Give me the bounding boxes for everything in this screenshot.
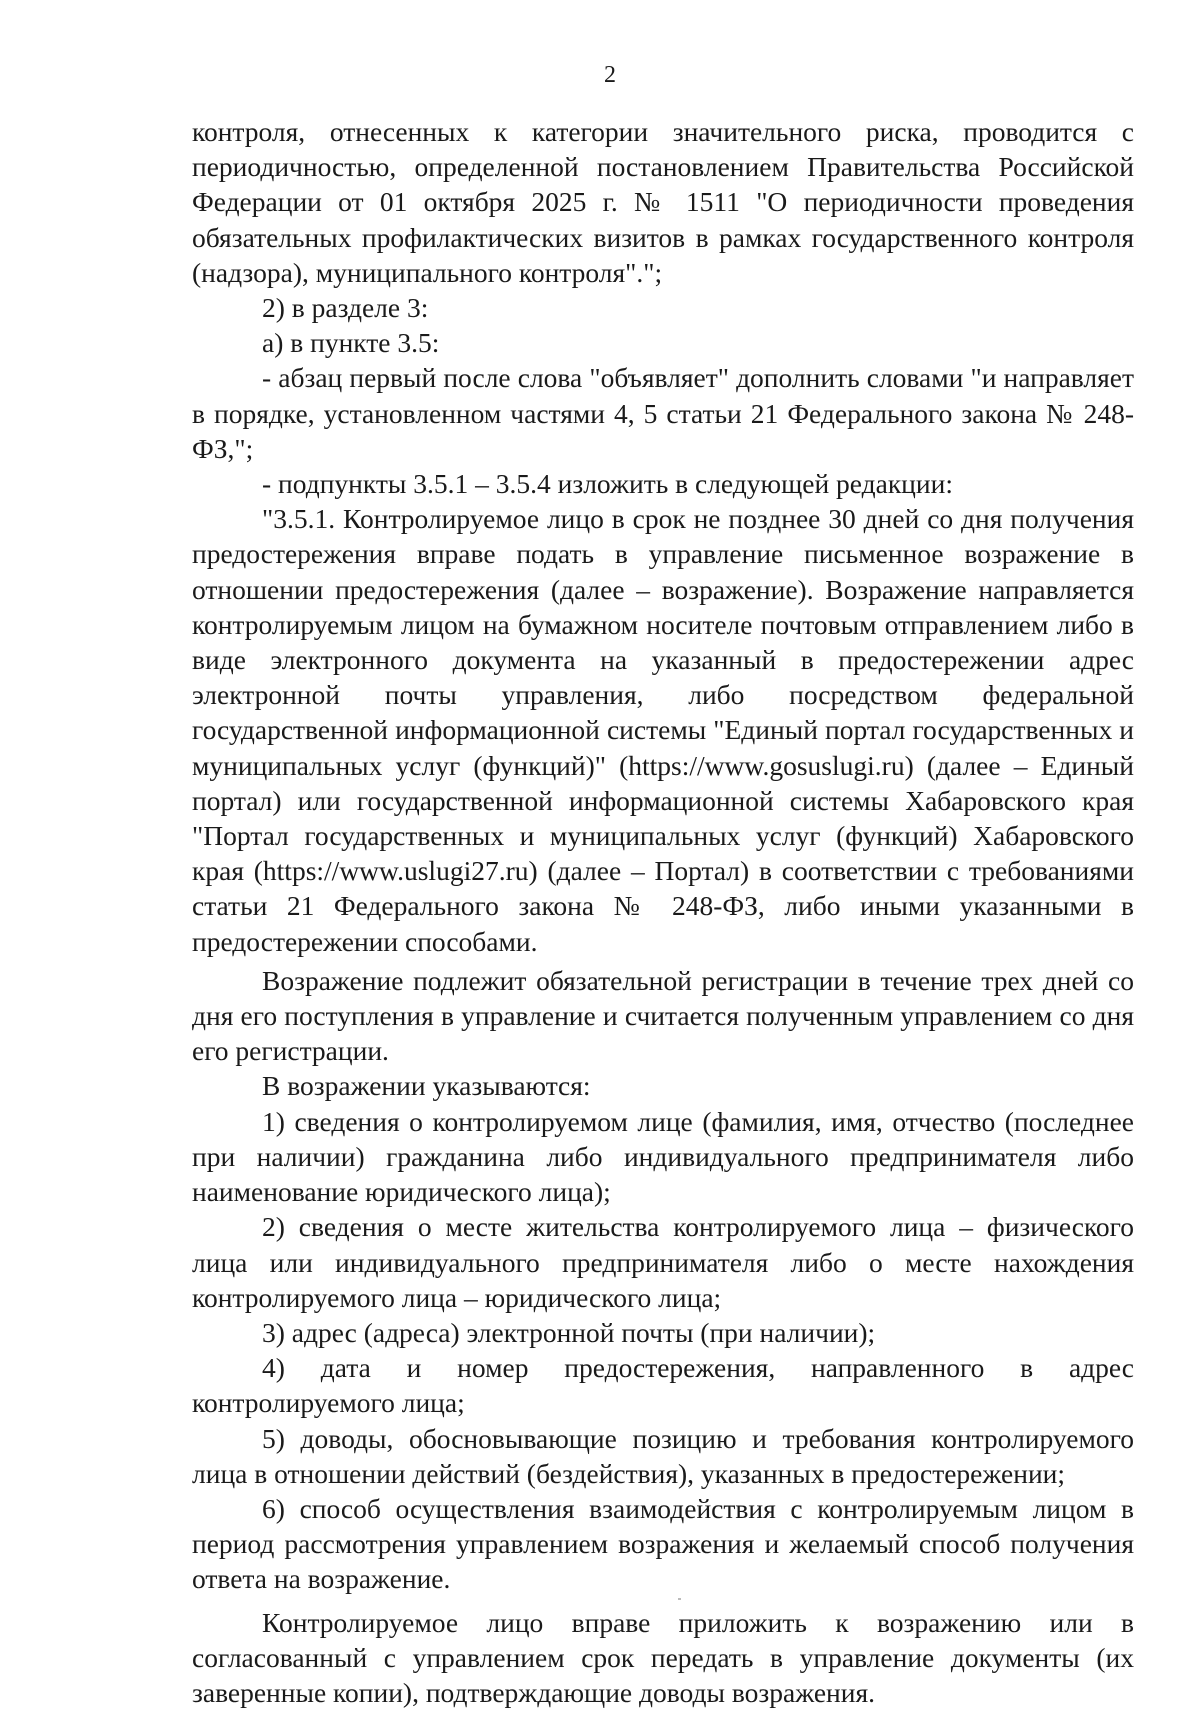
paragraph: 5) доводы, обосновывающие позицию и требования контролируемого лица в отношении действий (бездействия), указанных в предостережении; bbox=[192, 1422, 1134, 1489]
paragraph: 6) способ осуществления взаимодействия с контролируемым лицом в период рассмотрения управлением возражения и желаемый способ получения ответа на возражение. bbox=[192, 1492, 1134, 1595]
paragraph: контроля, отнесенных к категории значительного риска, проводится с периодичностью, определенной постановлением Правительства Российской Федерации от 01 октября 2025 г. № 1511 "О периодичности проведения обязательных профилактических визитов в рамках государственного контроля (надзора), муниципального контроля"."; bbox=[192, 116, 1134, 288]
paragraph: - подпункты 3.5.1 – 3.5.4 изложить в следующей редакции: bbox=[262, 468, 953, 500]
scan-speck bbox=[678, 1598, 681, 1600]
paragraph: - абзац первый после слова "объявляет" дополнить словами "и направляет в порядке, установленном частями 4, 5 статьи 21 Федерального закона № 248-ФЗ,"; bbox=[192, 362, 1134, 464]
paragraph: 1) сведения о контролируемом лице (фамилия, имя, отчество (последнее при наличии) гражданина либо индивидуального предпринимателя либо наименование юридического лица); bbox=[192, 1105, 1134, 1208]
paragraph: 2) в разделе 3: bbox=[262, 292, 429, 324]
paragraph: Возражение подлежит обязательной регистрации в течение трех дней со дня его поступления в управление и считается полученным управлением со дня его регистрации. bbox=[192, 964, 1134, 1067]
paragraph: "3.5.1. Контролируемое лицо в срок не позднее 30 дней со дня получения предостережения вправе подать в управление письменное возражение в отношении предостережения (далее – возражение). Возражение направляется контролируемым лицом на бумажном носителе почтовым отправлением либо в виде электронного документа на указанный в предостережении адрес электронной почты управления, либо посредством федеральной государственной информационной системы "Единый портал государственных и муниципальных услуг (функций)" (https://www.gosuslugi.ru) (далее – Единый портал) или государственной информационной системы Хабаровского края "Портал государственных и муниципальных услуг (функций) Хабаровского края (https://www.uslugi27.ru) (далее – Портал) в соответствии с требованиями статьи 21 Федерального закона № 248-ФЗ, либо иными указанными в предостережении способами. bbox=[192, 503, 1134, 957]
page-number: 2 bbox=[604, 62, 616, 88]
paragraph: Контролируемое лицо вправе приложить к возражению или в согласованный с управлением срок передать в управление документы (их заверенные копии), подтверждающие доводы возражения. bbox=[192, 1606, 1134, 1708]
paragraph: а) в пункте 3.5: bbox=[262, 327, 440, 359]
paragraph: 2) сведения о месте жительства контролируемого лица – физического лица или индивидуального предпринимателя либо о месте нахождения контролируемого лица – юридического лица; bbox=[192, 1211, 1134, 1313]
document-body bbox=[192, 114, 1134, 1710]
paragraph: 3) адрес (адреса) электронной почты (при наличии); bbox=[262, 1316, 876, 1348]
paragraph: В возражении указываются: bbox=[262, 1070, 591, 1102]
paragraph: 4) дата и номер предостережения, направленного в адрес контролируемого лица; bbox=[192, 1352, 1134, 1419]
